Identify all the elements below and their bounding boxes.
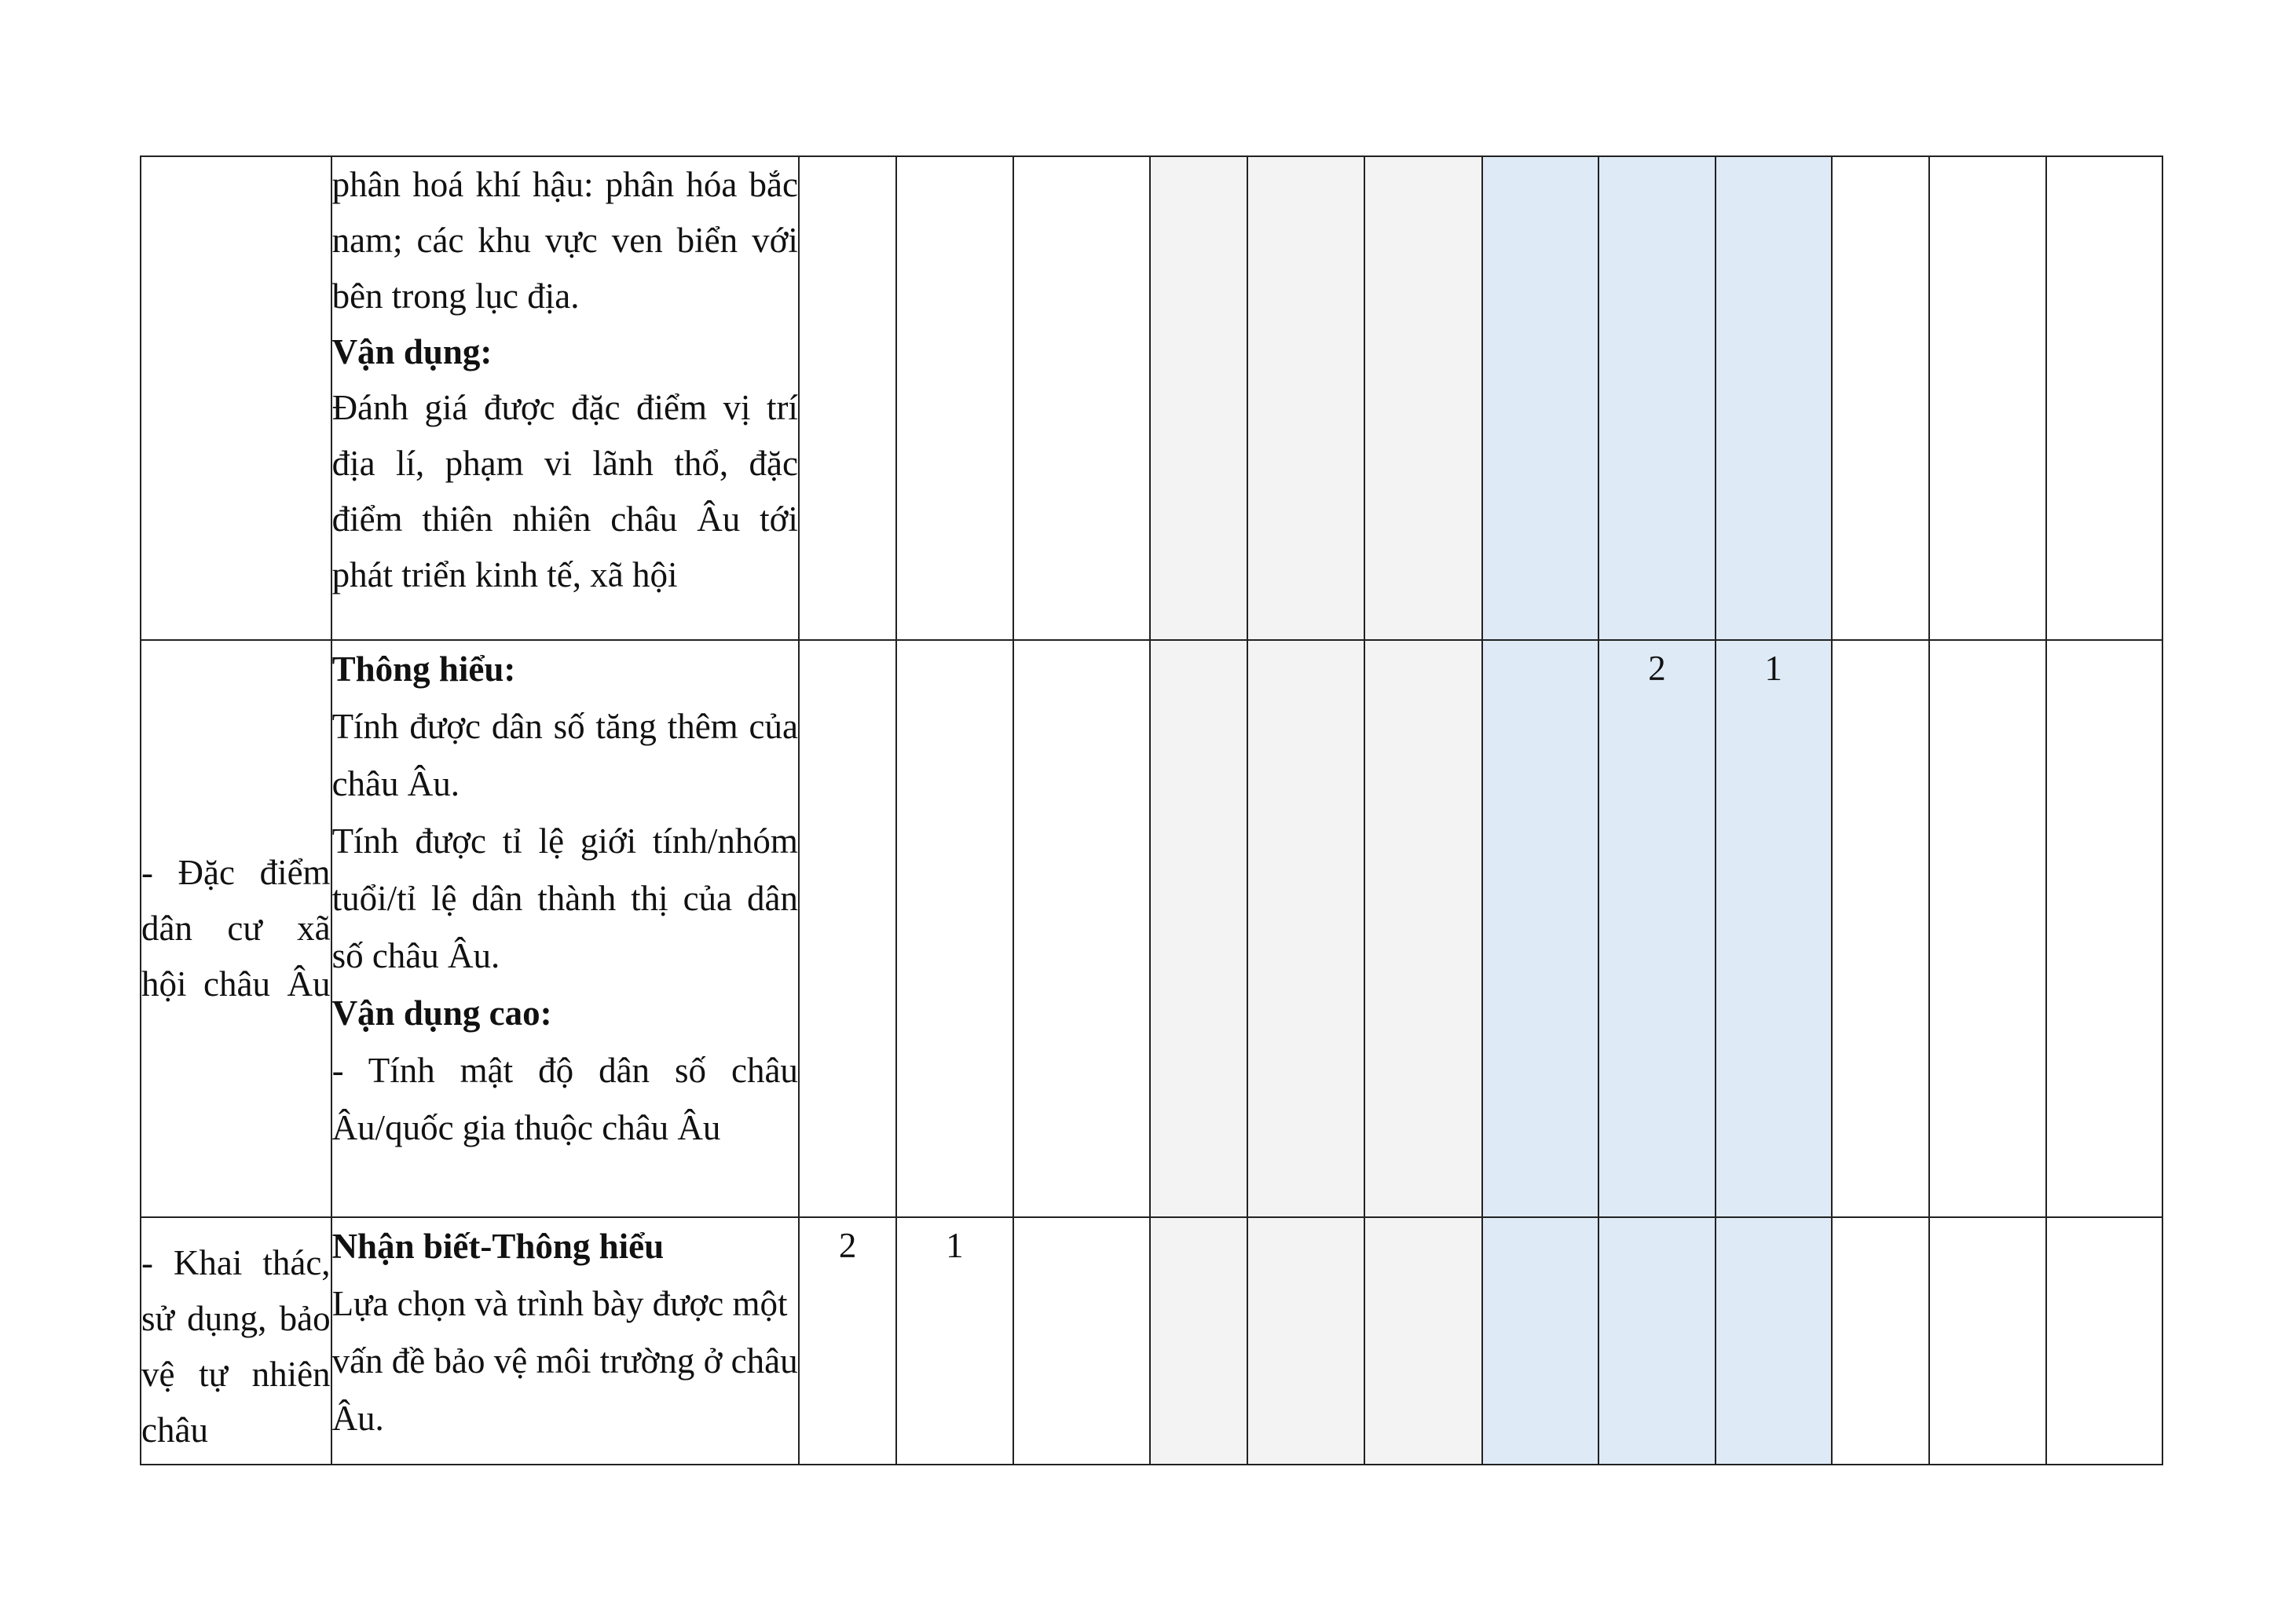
count-cell: 1	[1716, 640, 1832, 1217]
topic-cell	[141, 156, 331, 640]
assessment-matrix-table	[140, 155, 2163, 1465]
level-heading: Vận dụng cao:	[331, 993, 552, 1033]
count-cell: 2	[1598, 640, 1715, 1217]
requirement-text: Đánh giá được đặc điểm vị trí địa lí, phạm vi lãnh thổ, đặc điểm thiên nhiên châu Âu tới phát triển kinh tế, xã hội	[331, 388, 798, 594]
level-heading: Nhận biết-Thông hiểu	[331, 1227, 665, 1266]
count-cell	[896, 640, 1013, 1217]
count-cell	[2046, 640, 2162, 1217]
count-cell	[1247, 640, 1364, 1217]
count-cell	[1247, 156, 1364, 640]
count-cell	[1482, 640, 1598, 1217]
count-cell: 2	[799, 1217, 896, 1465]
count-cell	[1716, 156, 1832, 640]
requirement-text: Tính được tỉ lệ giới tính/nhóm tuổi/tỉ lệ dân thành thị của dân số châu Âu.	[331, 821, 798, 975]
count-cell	[1364, 640, 1482, 1217]
requirement-text: Tính được dân số tăng thêm của châu Âu.	[331, 707, 798, 803]
count-cell	[1150, 1217, 1247, 1465]
count-cell	[1013, 640, 1150, 1217]
level-heading: Vận dụng:	[331, 332, 493, 371]
count-cell	[1247, 1217, 1364, 1465]
count-cell	[1364, 156, 1482, 640]
count-cell	[896, 156, 1013, 640]
count-cell	[1929, 640, 2045, 1217]
requirement-text: phân hoá khí hậu: phân hóa bắc nam; các khu vực ven biển với bên trong lục địa.	[331, 165, 798, 316]
count-cell	[1716, 1217, 1832, 1465]
count-cell	[2046, 1217, 2162, 1465]
topic-cell: - Khai thác, sử dụng, bảo vệ tự nhiên châu	[141, 1217, 331, 1465]
count-cell	[1150, 640, 1247, 1217]
count-cell	[1929, 156, 2045, 640]
count-cell	[1832, 640, 1929, 1217]
requirement-text: Lựa chọn và trình bày được một vấn đề bảo vệ môi trường ở châu Âu.	[331, 1284, 798, 1438]
count-cell	[1013, 156, 1150, 640]
count-cell	[2046, 156, 2162, 640]
requirements-cell	[331, 156, 799, 640]
table-row	[141, 156, 2162, 640]
count-cell	[1598, 156, 1715, 640]
count-cell	[799, 156, 896, 640]
count-cell	[799, 640, 896, 1217]
count-cell	[1482, 156, 1598, 640]
requirement-text: - Tính mật độ dân số châu Âu/quốc gia thuộc châu Âu	[331, 1051, 798, 1147]
count-cell	[1150, 156, 1247, 640]
count-cell	[1832, 1217, 1929, 1465]
table-row	[141, 1217, 2162, 1465]
count-cell: 1	[896, 1217, 1013, 1465]
count-cell	[1832, 156, 1929, 640]
table-row	[141, 640, 2162, 1217]
count-cell	[1013, 1217, 1150, 1465]
requirements-cell	[331, 640, 799, 1217]
count-cell	[1598, 1217, 1715, 1465]
topic-cell: - Đặc điểm dân cư xã hội châu Âu	[141, 640, 331, 1217]
count-cell	[1364, 1217, 1482, 1465]
requirements-cell	[331, 1217, 799, 1465]
count-cell	[1929, 1217, 2045, 1465]
count-cell	[1482, 1217, 1598, 1465]
level-heading: Thông hiểu:	[331, 649, 516, 689]
